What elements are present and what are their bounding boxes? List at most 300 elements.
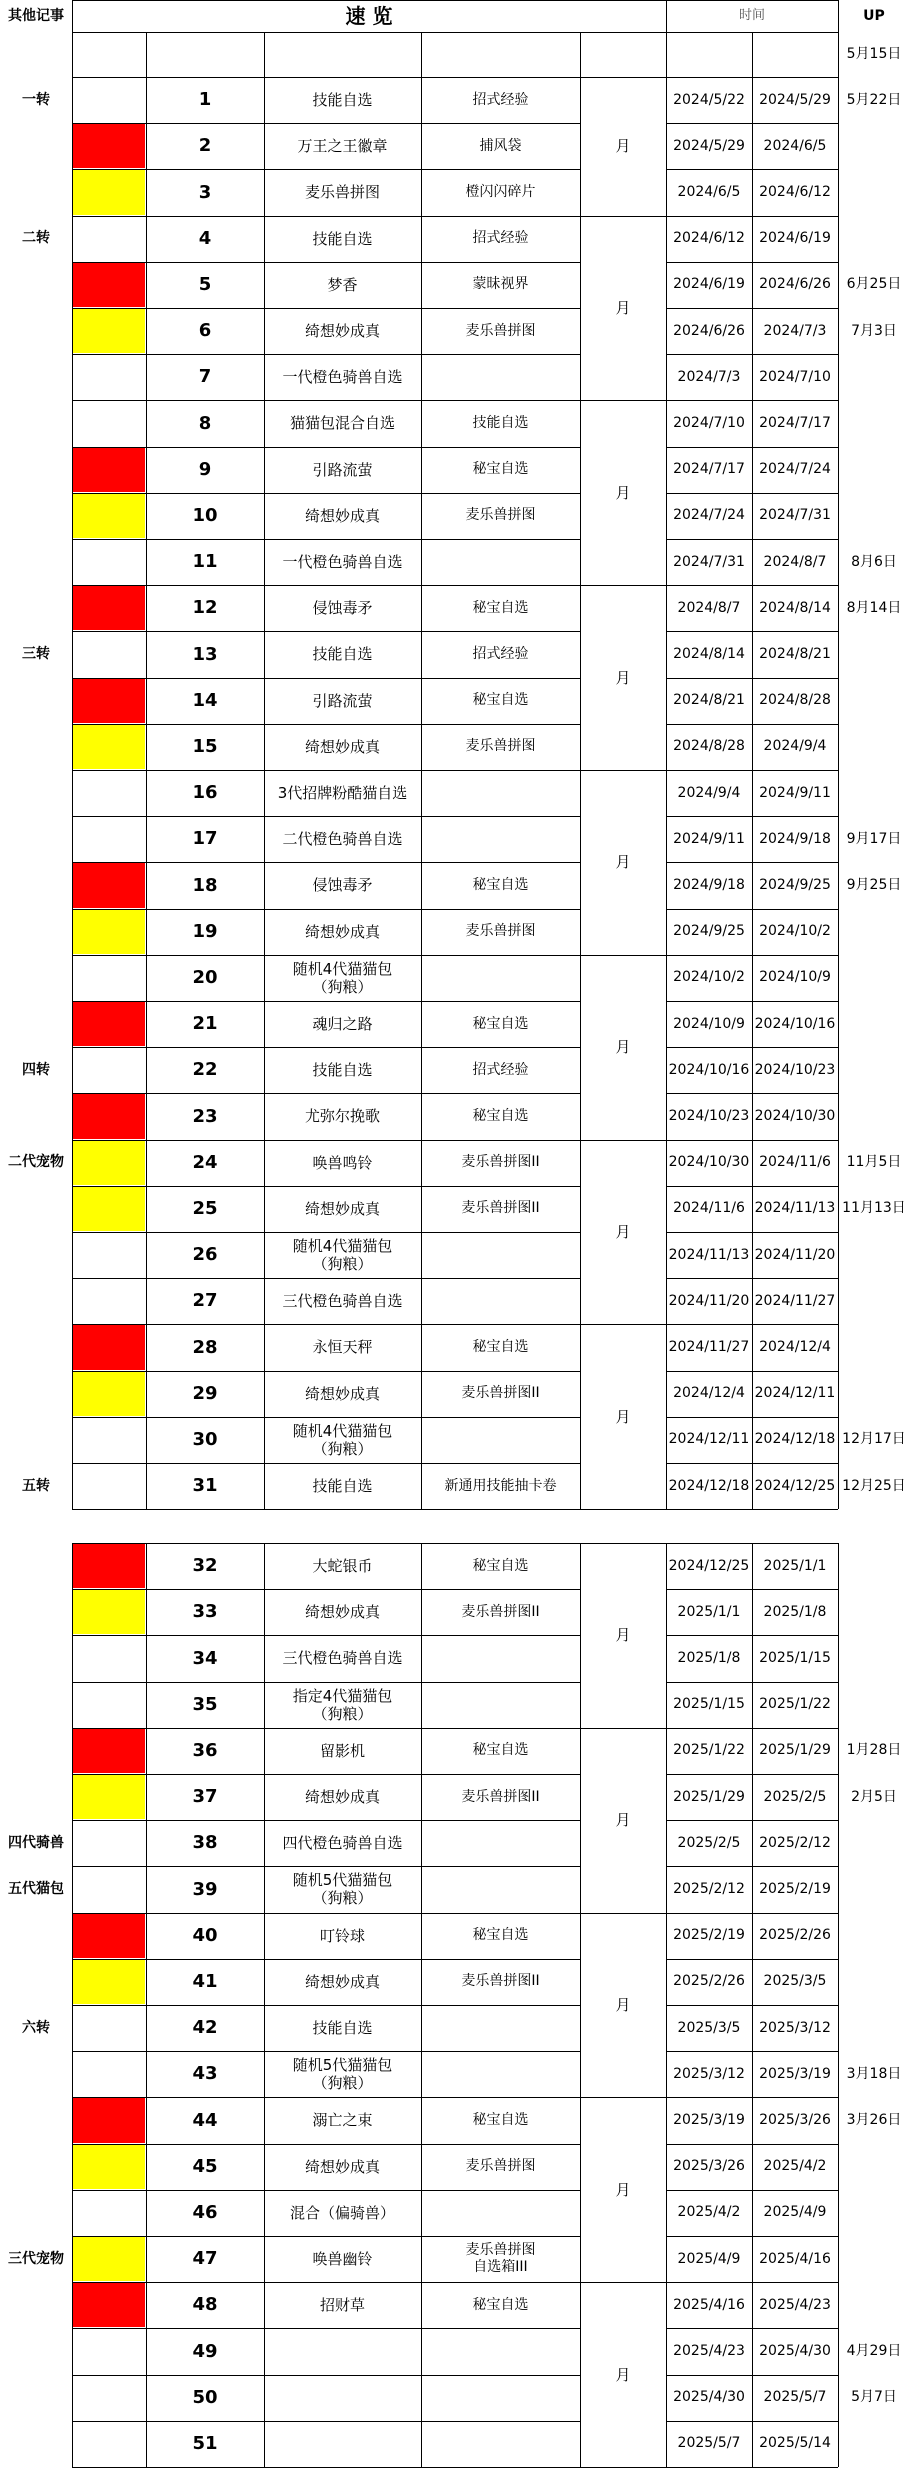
side-note: [0, 1543, 72, 1589]
grid-hline: [72, 2190, 580, 2191]
row-number: 19: [192, 920, 218, 942]
grid-hline: [72, 77, 580, 78]
reward-secondary: [421, 1417, 580, 1463]
start-date: 2025/1/15: [673, 1696, 745, 1713]
reward-primary: 随机4代猫猫包 （狗粮）: [292, 959, 393, 996]
mark-swatch-red: [73, 586, 145, 630]
reward-primary: [264, 2328, 421, 2374]
grid-hline: [72, 1866, 580, 1867]
side-note: [0, 1186, 72, 1232]
start-date: 2024/5/22: [673, 91, 745, 108]
side-note: [0, 2328, 72, 2374]
end-date: 2024/12/4: [759, 1339, 831, 1356]
mark-swatch-red: [73, 679, 145, 723]
reward-secondary: 秘宝自选: [472, 2112, 529, 2129]
reward-primary: 绮想妙成真: [304, 1972, 380, 1991]
mark-swatch-red: [73, 1914, 145, 1958]
row-number: 32: [192, 1555, 218, 1577]
up-date: [838, 1047, 910, 1093]
reward-secondary: [421, 539, 580, 585]
reward-primary: 招财草: [319, 2296, 365, 2315]
grid-hline: [72, 447, 580, 448]
start-date: 2025/4/30: [673, 2389, 745, 2406]
reward-primary: 二代橙色骑兽自选: [282, 830, 403, 849]
end-date: 2024/9/25: [759, 877, 831, 894]
side-note: [0, 123, 72, 169]
end-date: 2025/4/9: [763, 2204, 827, 2221]
up-date: [838, 1278, 910, 1324]
row-number: 38: [192, 1832, 218, 1854]
start-date: 2024/10/2: [673, 969, 745, 986]
row-number: 11: [192, 551, 218, 573]
grid-hline: [666, 262, 838, 263]
header-title: 速 览: [345, 4, 393, 28]
up-date: [838, 123, 910, 169]
start-date: 2024/5/29: [673, 137, 745, 154]
mark-swatch-yellow: [73, 309, 145, 353]
end-date: 2024/8/21: [759, 646, 831, 663]
side-note: [0, 1913, 72, 1959]
grid-vline: [838, 32, 839, 77]
up-date: 5月22日: [846, 91, 902, 108]
up-date: [838, 1371, 910, 1417]
reward-secondary: 招式经验: [472, 230, 529, 247]
up-date: [838, 2421, 910, 2467]
grid-vline: [752, 32, 753, 77]
end-date: 2024/10/2: [759, 923, 831, 940]
end-date: 2024/11/13: [754, 1200, 836, 1217]
side-note: [0, 2144, 72, 2190]
pre-row-up-date: 5月15日: [846, 46, 902, 63]
mark-swatch-yellow: [73, 1775, 145, 1819]
grid-hline: [666, 1959, 838, 1960]
side-note: [0, 2051, 72, 2097]
start-date: 2024/8/7: [677, 599, 741, 616]
grid-hline: [666, 1682, 838, 1683]
up-date: 8月14日: [846, 599, 902, 616]
end-date: 2024/8/7: [763, 553, 827, 570]
reward-secondary: 秘宝自选: [472, 877, 529, 894]
grid-hline: [72, 1543, 580, 1544]
grid-hline: [580, 955, 666, 956]
row-number: 45: [192, 2155, 218, 2177]
end-date: 2025/3/19: [759, 2065, 831, 2082]
grid-hline: [580, 216, 666, 217]
side-note: 六转: [22, 2019, 50, 2036]
up-date: [838, 1682, 910, 1728]
mark-swatch-red: [73, 1002, 145, 1046]
start-date: 2025/3/5: [677, 2019, 741, 2036]
grid-hline: [72, 678, 580, 679]
grid-hline: [666, 1417, 838, 1418]
end-date: 2025/5/14: [759, 2435, 831, 2452]
row-number: 10: [192, 505, 218, 527]
up-date: [838, 1543, 910, 1589]
reward-primary: 溺亡之束: [312, 2111, 373, 2130]
end-date: 2024/7/10: [759, 368, 831, 385]
row-number: 21: [192, 1013, 218, 1035]
start-date: 2024/7/17: [673, 461, 745, 478]
reward-secondary: [421, 2328, 580, 2374]
row-number: 33: [192, 1601, 218, 1623]
grid-vline: [72, 0, 73, 32]
side-note: [0, 1093, 72, 1139]
start-date: 2024/12/25: [668, 1557, 750, 1574]
end-date: 2025/1/1: [763, 1557, 827, 1574]
start-date: 2024/9/11: [673, 830, 745, 847]
mark-swatch-red: [73, 863, 145, 907]
reward-primary: 绮想妙成真: [304, 922, 380, 941]
row-number: 42: [192, 2017, 218, 2039]
mark-swatch-yellow: [73, 2237, 145, 2281]
side-note: [0, 1417, 72, 1463]
row-number: 12: [192, 597, 218, 619]
start-date: 2024/7/3: [677, 368, 741, 385]
grid-hline: [580, 2282, 666, 2283]
row-number: 36: [192, 1740, 218, 1762]
grid-hline: [72, 493, 580, 494]
side-note: [0, 262, 72, 308]
reward-secondary: [421, 770, 580, 816]
start-date: 2025/2/12: [673, 1881, 745, 1898]
up-date: 2月5日: [851, 1788, 897, 1805]
mark-swatch-yellow: [73, 1187, 145, 1231]
end-date: 2024/12/11: [754, 1385, 836, 1402]
reward-primary: 大蛇银币: [312, 1557, 373, 1576]
grid-hline: [72, 2097, 580, 2098]
reward-secondary: 麦乐兽拼图II: [461, 1788, 540, 1805]
reward-secondary: 秘宝自选: [472, 1339, 529, 1356]
up-date: 3月26日: [846, 2112, 902, 2129]
grid-hline: [666, 724, 838, 725]
grid-hline: [666, 1589, 838, 1590]
reward-secondary: 秘宝自选: [472, 1742, 529, 1759]
grid-vline: [421, 32, 422, 77]
reward-secondary: 招式经验: [472, 646, 529, 663]
reward-secondary: 秘宝自选: [472, 1927, 529, 1944]
side-note: [0, 1001, 72, 1047]
grid-hline: [666, 678, 838, 679]
mark-swatch-yellow: [73, 2145, 145, 2189]
grid-hline: [72, 1728, 580, 1729]
grid-hline: [72, 1913, 580, 1914]
month-label: 月: [615, 137, 631, 156]
reward-primary: 绮想妙成真: [304, 1603, 380, 1622]
grid-hline: [580, 400, 666, 401]
grid-hline: [666, 1371, 838, 1372]
reward-primary: 梦香: [327, 275, 358, 294]
grid-hline: [580, 2097, 666, 2098]
reward-secondary: 秘宝自选: [472, 1557, 529, 1574]
reward-primary: 混合（偏骑兽）: [289, 2203, 395, 2222]
reward-secondary: 捕风袋: [479, 137, 522, 154]
reward-primary: 一代橙色骑兽自选: [282, 368, 403, 387]
start-date: 2024/12/11: [668, 1431, 750, 1448]
grid-hline: [666, 1463, 838, 1464]
reward-primary: 侵蚀毒矛: [312, 876, 373, 895]
month-label: 月: [615, 1626, 631, 1645]
grid-hline: [580, 1543, 666, 1544]
up-date: 1月28日: [846, 1742, 902, 1759]
header-time-label: 时间: [738, 8, 765, 24]
grid-hline: [666, 2097, 838, 2098]
month-label: 月: [615, 1038, 631, 1057]
grid-hline: [666, 816, 838, 817]
start-date: 2024/8/14: [673, 646, 745, 663]
row-number: 39: [192, 1878, 218, 1900]
grid-hline: [666, 400, 838, 401]
side-note: [0, 2190, 72, 2236]
grid-hline: [666, 1635, 838, 1636]
grid-hline: [72, 216, 580, 217]
row-number: 48: [192, 2294, 218, 2316]
start-date: 2024/6/26: [673, 322, 745, 339]
reward-secondary: 秘宝自选: [472, 2296, 529, 2313]
grid-hline: [72, 262, 580, 263]
side-note: [0, 1324, 72, 1370]
reward-primary: 尤弥尔挽歌: [304, 1107, 380, 1126]
reward-secondary: [421, 2005, 580, 2051]
grid-hline: [666, 1774, 838, 1775]
reward-primary: 绮想妙成真: [304, 2157, 380, 2176]
side-note: [0, 1232, 72, 1278]
start-date: 2025/1/29: [673, 1788, 745, 1805]
row-number: 28: [192, 1336, 218, 1358]
start-date: 2025/5/7: [677, 2435, 741, 2452]
side-note: 三代宠物: [8, 2250, 64, 2267]
grid-hline: [666, 770, 838, 771]
up-date: 3月18日: [846, 2065, 902, 2082]
reward-secondary: 麦乐兽拼图: [465, 507, 536, 524]
side-note: [0, 1774, 72, 1820]
start-date: 2024/7/10: [673, 415, 745, 432]
up-date: 5月7日: [851, 2389, 897, 2406]
reward-primary: 随机5代猫猫包 （狗粮）: [292, 1871, 393, 1908]
reward-secondary: 秘宝自选: [472, 1015, 529, 1032]
start-date: 2025/2/5: [677, 1834, 741, 1851]
grid-vline: [146, 77, 147, 1509]
reward-primary: 3代招牌粉酷猫自选: [277, 784, 408, 803]
side-note: [0, 493, 72, 539]
side-note: 五代猫包: [8, 1881, 64, 1898]
grid-hline: [666, 2236, 838, 2237]
reward-secondary: 麦乐兽拼图II: [461, 1385, 540, 1402]
end-date: 2024/12/25: [754, 1477, 836, 1494]
grid-hline: [666, 1278, 838, 1279]
side-note: [0, 955, 72, 1001]
mark-swatch-red: [73, 2283, 145, 2327]
up-date: 12月17日: [842, 1431, 906, 1448]
reward-secondary: [421, 816, 580, 862]
reward-primary: 引路流萤: [312, 460, 373, 479]
grid-hline: [666, 123, 838, 124]
header-up-label: UP: [863, 7, 885, 24]
row-number: 8: [198, 412, 212, 434]
start-date: 2024/10/16: [668, 1061, 750, 1078]
side-note: 一转: [22, 91, 50, 108]
grid-hline: [72, 1682, 580, 1683]
grid-hline: [666, 1820, 838, 1821]
month-label: 月: [615, 1222, 631, 1241]
up-date: [838, 1001, 910, 1047]
row-number: 47: [192, 2248, 218, 2270]
start-date: 2024/9/25: [673, 923, 745, 940]
grid-vline: [421, 77, 422, 1509]
reward-secondary: 新通用技能抽卡卷: [444, 1477, 557, 1494]
grid-hline: [580, 77, 666, 78]
mark-swatch-red: [73, 1729, 145, 1773]
up-date: [838, 1820, 910, 1866]
grid-vline: [838, 0, 839, 32]
side-note: 四代骑兽: [8, 1834, 64, 1851]
reward-secondary: 麦乐兽拼图 自选箱III: [465, 2242, 536, 2276]
grid-hline: [666, 216, 838, 217]
end-date: 2025/1/29: [759, 1742, 831, 1759]
side-note: 五转: [22, 1477, 50, 1494]
grid-hline: [72, 955, 580, 956]
reward-primary: 技能自选: [312, 91, 373, 110]
reward-secondary: [421, 1635, 580, 1681]
mark-swatch-red: [73, 124, 145, 168]
up-date: [838, 1589, 910, 1635]
grid-hline: [72, 1589, 580, 1590]
grid-vline: [580, 77, 581, 1509]
grid-hline: [72, 2375, 580, 2376]
up-date: 11月5日: [846, 1154, 902, 1171]
grid-hline: [72, 1001, 580, 1002]
mark-swatch-red: [73, 263, 145, 307]
grid-hline: [72, 2467, 838, 2468]
end-date: 2024/8/28: [759, 692, 831, 709]
up-date: [838, 770, 910, 816]
end-date: 2024/11/6: [759, 1154, 831, 1171]
grid-hline: [72, 2051, 580, 2052]
reward-secondary: 招式经验: [472, 91, 529, 108]
row-number: 30: [192, 1429, 218, 1451]
up-date: [838, 1232, 910, 1278]
row-number: 23: [192, 1105, 218, 1127]
up-date: [838, 1866, 910, 1912]
end-date: 2024/9/11: [759, 784, 831, 801]
side-note: 二转: [22, 230, 50, 247]
end-date: 2024/10/16: [754, 1015, 836, 1032]
side-note: [0, 539, 72, 585]
up-date: [838, 955, 910, 1001]
grid-hline: [72, 32, 838, 33]
up-date: [838, 2282, 910, 2328]
grid-hline: [72, 2236, 580, 2237]
grid-hline: [666, 585, 838, 586]
month-label: 月: [615, 2365, 631, 2384]
grid-hline: [72, 1186, 580, 1187]
reward-secondary: 麦乐兽拼图: [465, 2158, 536, 2175]
reward-secondary: 麦乐兽拼图: [465, 738, 536, 755]
side-note: [0, 816, 72, 862]
header-other-label: 其他记事: [8, 7, 64, 24]
mark-swatch-red: [73, 1544, 145, 1588]
row-number: 13: [192, 643, 218, 665]
row-number: 34: [192, 1647, 218, 1669]
grid-hline: [666, 862, 838, 863]
row-number: 3: [198, 181, 212, 203]
end-date: 2024/6/19: [759, 230, 831, 247]
grid-vline: [838, 77, 839, 1509]
row-number: 44: [192, 2109, 218, 2131]
side-note: 三转: [22, 646, 50, 663]
reward-primary: 绮想妙成真: [304, 1199, 380, 1218]
row-number: 31: [192, 1475, 218, 1497]
grid-hline: [666, 2005, 838, 2006]
reward-primary: 随机4代猫猫包 （狗粮）: [292, 1421, 393, 1458]
row-number: 46: [192, 2202, 218, 2224]
grid-hline: [666, 2190, 838, 2191]
row-number: 5: [198, 274, 212, 296]
side-note: [0, 2421, 72, 2467]
grid-hline: [580, 1913, 666, 1914]
end-date: 2024/10/23: [754, 1061, 836, 1078]
up-date: [838, 493, 910, 539]
grid-hline: [72, 354, 580, 355]
start-date: 2025/4/9: [677, 2250, 741, 2267]
reward-primary: 技能自选: [312, 1477, 373, 1496]
grid-hline: [666, 308, 838, 309]
mark-swatch-red: [73, 1094, 145, 1138]
reward-primary: 唤兽幽铃: [312, 2250, 373, 2269]
up-date: [838, 678, 910, 724]
reward-primary: 麦乐兽拼图: [304, 183, 380, 202]
grid-hline: [72, 1140, 580, 1141]
grid-hline: [666, 2051, 838, 2052]
end-date: 2025/3/12: [759, 2019, 831, 2036]
reward-primary: 技能自选: [312, 645, 373, 664]
grid-hline: [666, 1001, 838, 1002]
row-number: 29: [192, 1382, 218, 1404]
grid-hline: [666, 77, 838, 78]
reward-primary: 绮想妙成真: [304, 506, 380, 525]
grid-hline: [72, 770, 580, 771]
grid-hline: [72, 1820, 580, 1821]
grid-hline: [72, 123, 580, 124]
side-note: [0, 1728, 72, 1774]
grid-hline: [72, 2282, 580, 2283]
up-date: 6月25日: [846, 276, 902, 293]
reward-secondary: [421, 2421, 580, 2467]
side-note: [0, 1959, 72, 2005]
up-date: [838, 1959, 910, 2005]
reward-primary: 随机4代猫猫包 （狗粮）: [292, 1237, 393, 1274]
up-date: [838, 1913, 910, 1959]
row-number: 22: [192, 1059, 218, 1081]
side-note: [0, 724, 72, 770]
reward-secondary: 秘宝自选: [472, 461, 529, 478]
start-date: 2024/11/6: [673, 1200, 745, 1217]
row-number: 15: [192, 736, 218, 758]
start-date: 2024/10/23: [668, 1108, 750, 1125]
end-date: 2025/5/7: [763, 2389, 827, 2406]
grid-hline: [72, 1774, 580, 1775]
end-date: 2024/6/5: [763, 137, 827, 154]
grid-hline: [72, 2328, 580, 2329]
up-date: [838, 909, 910, 955]
side-note: [0, 354, 72, 400]
grid-hline: [666, 2328, 838, 2329]
side-note: [0, 1589, 72, 1635]
start-date: 2024/7/31: [673, 553, 745, 570]
grid-hline: [72, 585, 580, 586]
grid-hline: [72, 2005, 580, 2006]
start-date: 2024/12/4: [673, 1385, 745, 1402]
start-date: 2024/11/13: [668, 1246, 750, 1263]
